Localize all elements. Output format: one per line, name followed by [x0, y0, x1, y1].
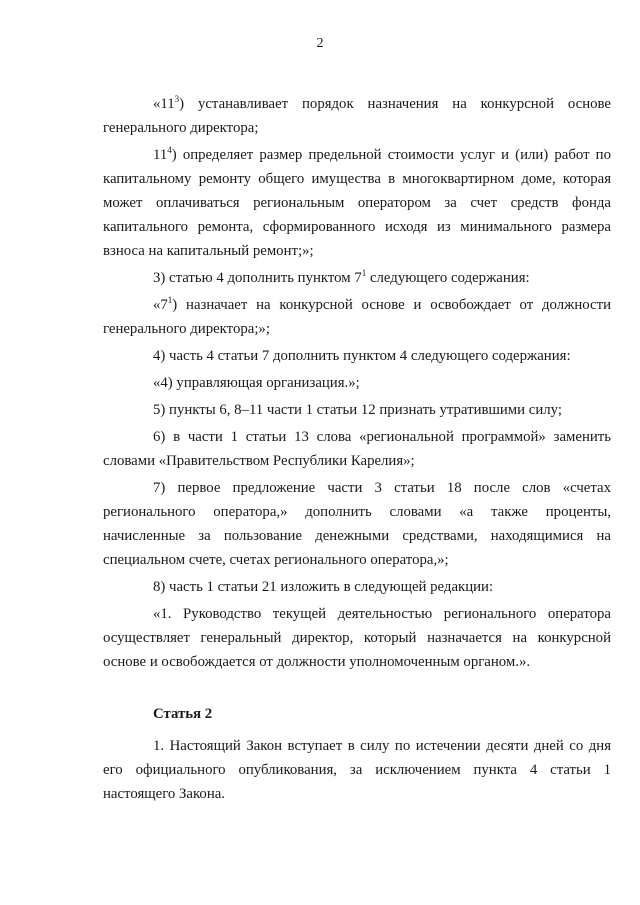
- paragraph-amend-article-18: 7) первое предложение части 3 статьи 18 после слов «счетах регионального оператора,» дополнить словами «а также проценты, начисленные за пользование денежными средствами, находящимися на специальном счете, счетах регионального оператора,»;: [103, 480, 611, 568]
- paragraph-amend-article-7: 4) часть 4 статьи 7 дополнить пунктом 4 следующего содержания:: [153, 348, 571, 364]
- article-heading: Статья 2: [153, 706, 213, 722]
- paragraph-amend-article-13: 6) в части 1 статьи 13 слова «региональной программой» заменить словами «Правительством Республики Карелия»;: [103, 429, 611, 469]
- paragraph-amend-article-4: 3) статью 4 дополнить пунктом $7^1$ следующего содержания:: [153, 268, 530, 286]
- page-number: 2: [316, 36, 324, 51]
- paragraph-article-21-text: «1. Руководство текущей деятельностью регионального оператора осуществляет генеральный директор, который назначается на конкурсной основе и освобождается от должности уполномоченным органом.».: [103, 606, 611, 670]
- article-2-paragraph-1: 1. Настоящий Закон вступает в силу по истечении десяти дней со дня его официального опубликования, за исключением пункта 4 статьи 1 настоящего Закона.: [103, 738, 611, 802]
- paragraph-item-11-4: $11^4$) определяет размер предельной стоимости услуг и (или) работ по капитальному ремонту общего имущества в многоквартирном доме, которая может оплачиваться региональным оператором за счет средств фонда капитального ремонта, сформированного исходя из минимального размера взноса на капитальный ремонт;»;: [103, 145, 611, 259]
- paragraph-item-7-1: «$7^1$) назначает на конкурсной основе и освобождает от должности генерального директора;»;: [103, 295, 611, 337]
- paragraph-amend-article-21: 8) часть 1 статьи 21 изложить в следующей редакции:: [153, 579, 494, 595]
- paragraph-amend-article-12: 5) пункты 6, 8–11 части 1 статьи 12 признать утратившими силу;: [153, 402, 562, 418]
- paragraph-item-4: «4) управляющая организация.»;: [153, 375, 360, 391]
- paragraph-item-11-3: «$11^3$) устанавливает порядок назначения на конкурсной основе генерального директора;: [103, 94, 611, 136]
- body-text: [103, 92, 611, 806]
